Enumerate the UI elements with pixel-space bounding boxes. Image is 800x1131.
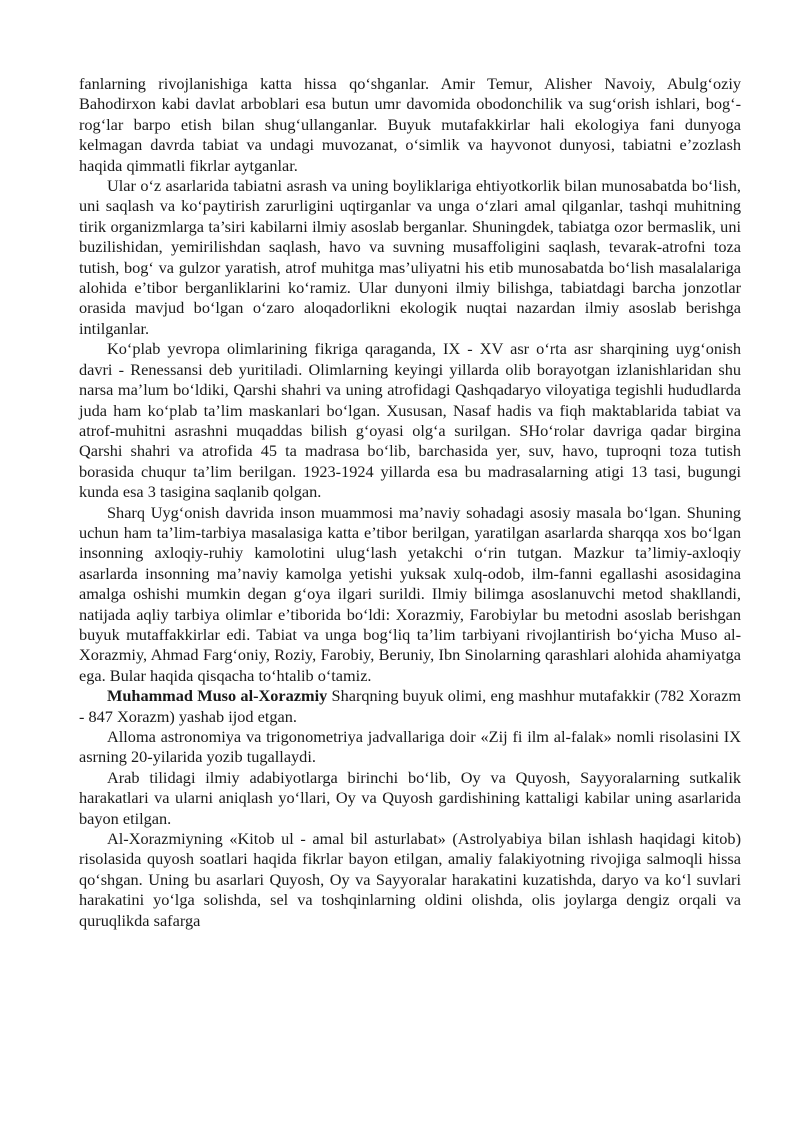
- paragraph-arabic-literature: Arab tilidagi ilmiy adabiyotlarga birinchi bo‘lib, Oy va Quyosh, Sayyoralarning sutkalik harakatlari va ularni aniqlash yo‘llari, Oy va Quyosh gardishining kattaligi kabilar uning asarlarida bayon etilgan.: [79, 767, 741, 828]
- al-khwarizmi-intro-text: Sharqning buyuk olimi, eng mashhur mutafakkir (782 Xorazm - 847 Xorazm) yashab ijod etgan.: [79, 686, 742, 726]
- paragraph-eastern-awakening: Sharq Uyg‘onish davrida inson muammosi ma’naviy sohadagi asosiy masala bo‘lgan. Shuning uchun ham ta’lim-tarbiya masalasiga katta e’tibor berilgan, yaratilgan asarlarda sharqqa xos bo‘lgan insonning axloqiy-ruhiy kamolotini ulug‘lash yetakchi o‘rin tutgan. Mazkur ta’limiy-axloqiy asarlarda insonning ma’naviy kamolga yetishi yuksak xulq-odob, ilm-fanni egallashi asosidagina amalga oshishi mumkin degan g‘oya ilgari surildi. Ilmiy bilimga asoslanuvchi metod shakllandi, natijada aqliy tarbiya olimlar e’tiborida bo‘ldi: Xorazmiy, Farobiylar bu metodni asoslab berishgan buyuk mutaffakkirlar edi. Tabiat va unga bog‘liq ta’lim tarbiyani rivojlantirish bo‘yicha Muso al-Xorazmiy, Ahmad Farg‘oniy, Roziy, Farobiy, Beruniy, Ibn Sinolarning qarashlari alohida ahamiyatga ega. Bular haqida qisqacha to‘htalib o‘tamiz.: [79, 502, 741, 685]
- paragraph-renaissance-qarshi: Ko‘plab yevropa olimlarining fikriga qaraganda, IX - XV asr o‘rta asr sharqining uyg‘onish davri - Renessansi deb yuritiladi. Olimlarning keyingi yillarda olib borayotgan izlanishlaridan shu narsa ma’lum bo‘ldiki, Qarshi shahri va uning atrofidagi Qashqadaryo viloyatiga tegishli hududlarda juda ham ko‘plab ta’lim maskanlari bo‘lgan. Xususan, Nasaf hadis va fiqh maktablarida tabiat va atrof-muhitni asrashni muqaddas bilish g‘oyasi olg‘a surilgan. SHo‘rolar davriga qadar birgina Qarshi shahri va atrofida 45 ta madrasa bo‘lib, barchasida yer, suv, havo, tuproqni toza tutish borasida chuqur ta’lim berilgan. 1923-1924 yillarda esa bu madrasalarning atigi 13 tasi, bugungi kunda esa 3 tasigina saqlanib qolgan.: [79, 339, 741, 502]
- al-khwarizmi-name: Muhammad Muso al-Xorazmiy: [107, 686, 328, 706]
- paragraph-continuation: fanlarning rivojlanishiga katta hissa qo‘shganlar. Amir Temur, Alisher Navoiy, Abulg‘oziy Bahodirxon kabi davlat arboblari esa butun umr davomida obodonchilik va sug‘orish ishlari, bog‘-rog‘lar barpo etish bilan shug‘ullanganlar. Buyuk mutafakkirlar hali ekologiya fani dunyoga kelmagan davrda tabiat va undagi muvozanat, o‘simlik va hayvonot dunyosi, tabiatni e’zozlash haqida qimmatli fikrlar aytganlar.: [79, 74, 741, 175]
- paragraph-zij: Alloma astronomiya va trigonometriya jadvallariga doir «Zij fi ilm al-falak» nomli risolasini IX asrning 20-yilarida yozib tugallaydi.: [79, 727, 741, 767]
- paragraph-astrolabe-book: Al-Xorazmiyning «Kitob ul - amal bil asturlabat» (Astrolyabiya bilan ishlash haqidagi kitob) risolasida quyosh soatlari haqida fikrlar bayon etilgan, amaliy falakiyotning rivojiga salmoqli hissa qo‘shgan. Uning bu asarlari Quyosh, Oy va Sayyoralar harakatini kuzatishda, daryo va ko‘l suvlari harakatini yo‘lga solishda, sel va toshqinlarning oldini olishda, olis joylarga dengiz orqali va quruqlikda safarga: [79, 829, 741, 930]
- document-page: [79, 74, 741, 931]
- paragraph-al-khwarizmi-intro: [79, 686, 741, 727]
- paragraph-scholars-nature: Ular o‘z asarlarida tabiatni asrash va uning boyliklariga ehtiyotkorlik bilan munosabatda bo‘lish, uni saqlash va ko‘paytirish zarurligini uqtirganlar va unga o‘zlari amal qilganlar, tashqi muhitning tirik organizmlarga ta’siri kabilarni ilmiy asoslab berganlar. Shuningdek, tabiatga ozor bermaslik, uni buzilishidan, yemirilishdan saqlash, havo va suvning musaffoligini saqlash, tevarak-atrofni toza tutish, bog‘ va gulzor yaratish, atrof muhitga mas’uliyatni his etib munosabatda bo‘lish masalalariga alohida e’tibor berganliklarini ko‘ramiz. Ular dunyoni ilmiy bilishga, tabiatdagi barcha jonzotlar orasida mavjud bo‘lgan o‘zaro aloqadorlikni ekologik nuqtai nazardan ilmiy asoslab berishga intilganlar.: [79, 176, 741, 338]
